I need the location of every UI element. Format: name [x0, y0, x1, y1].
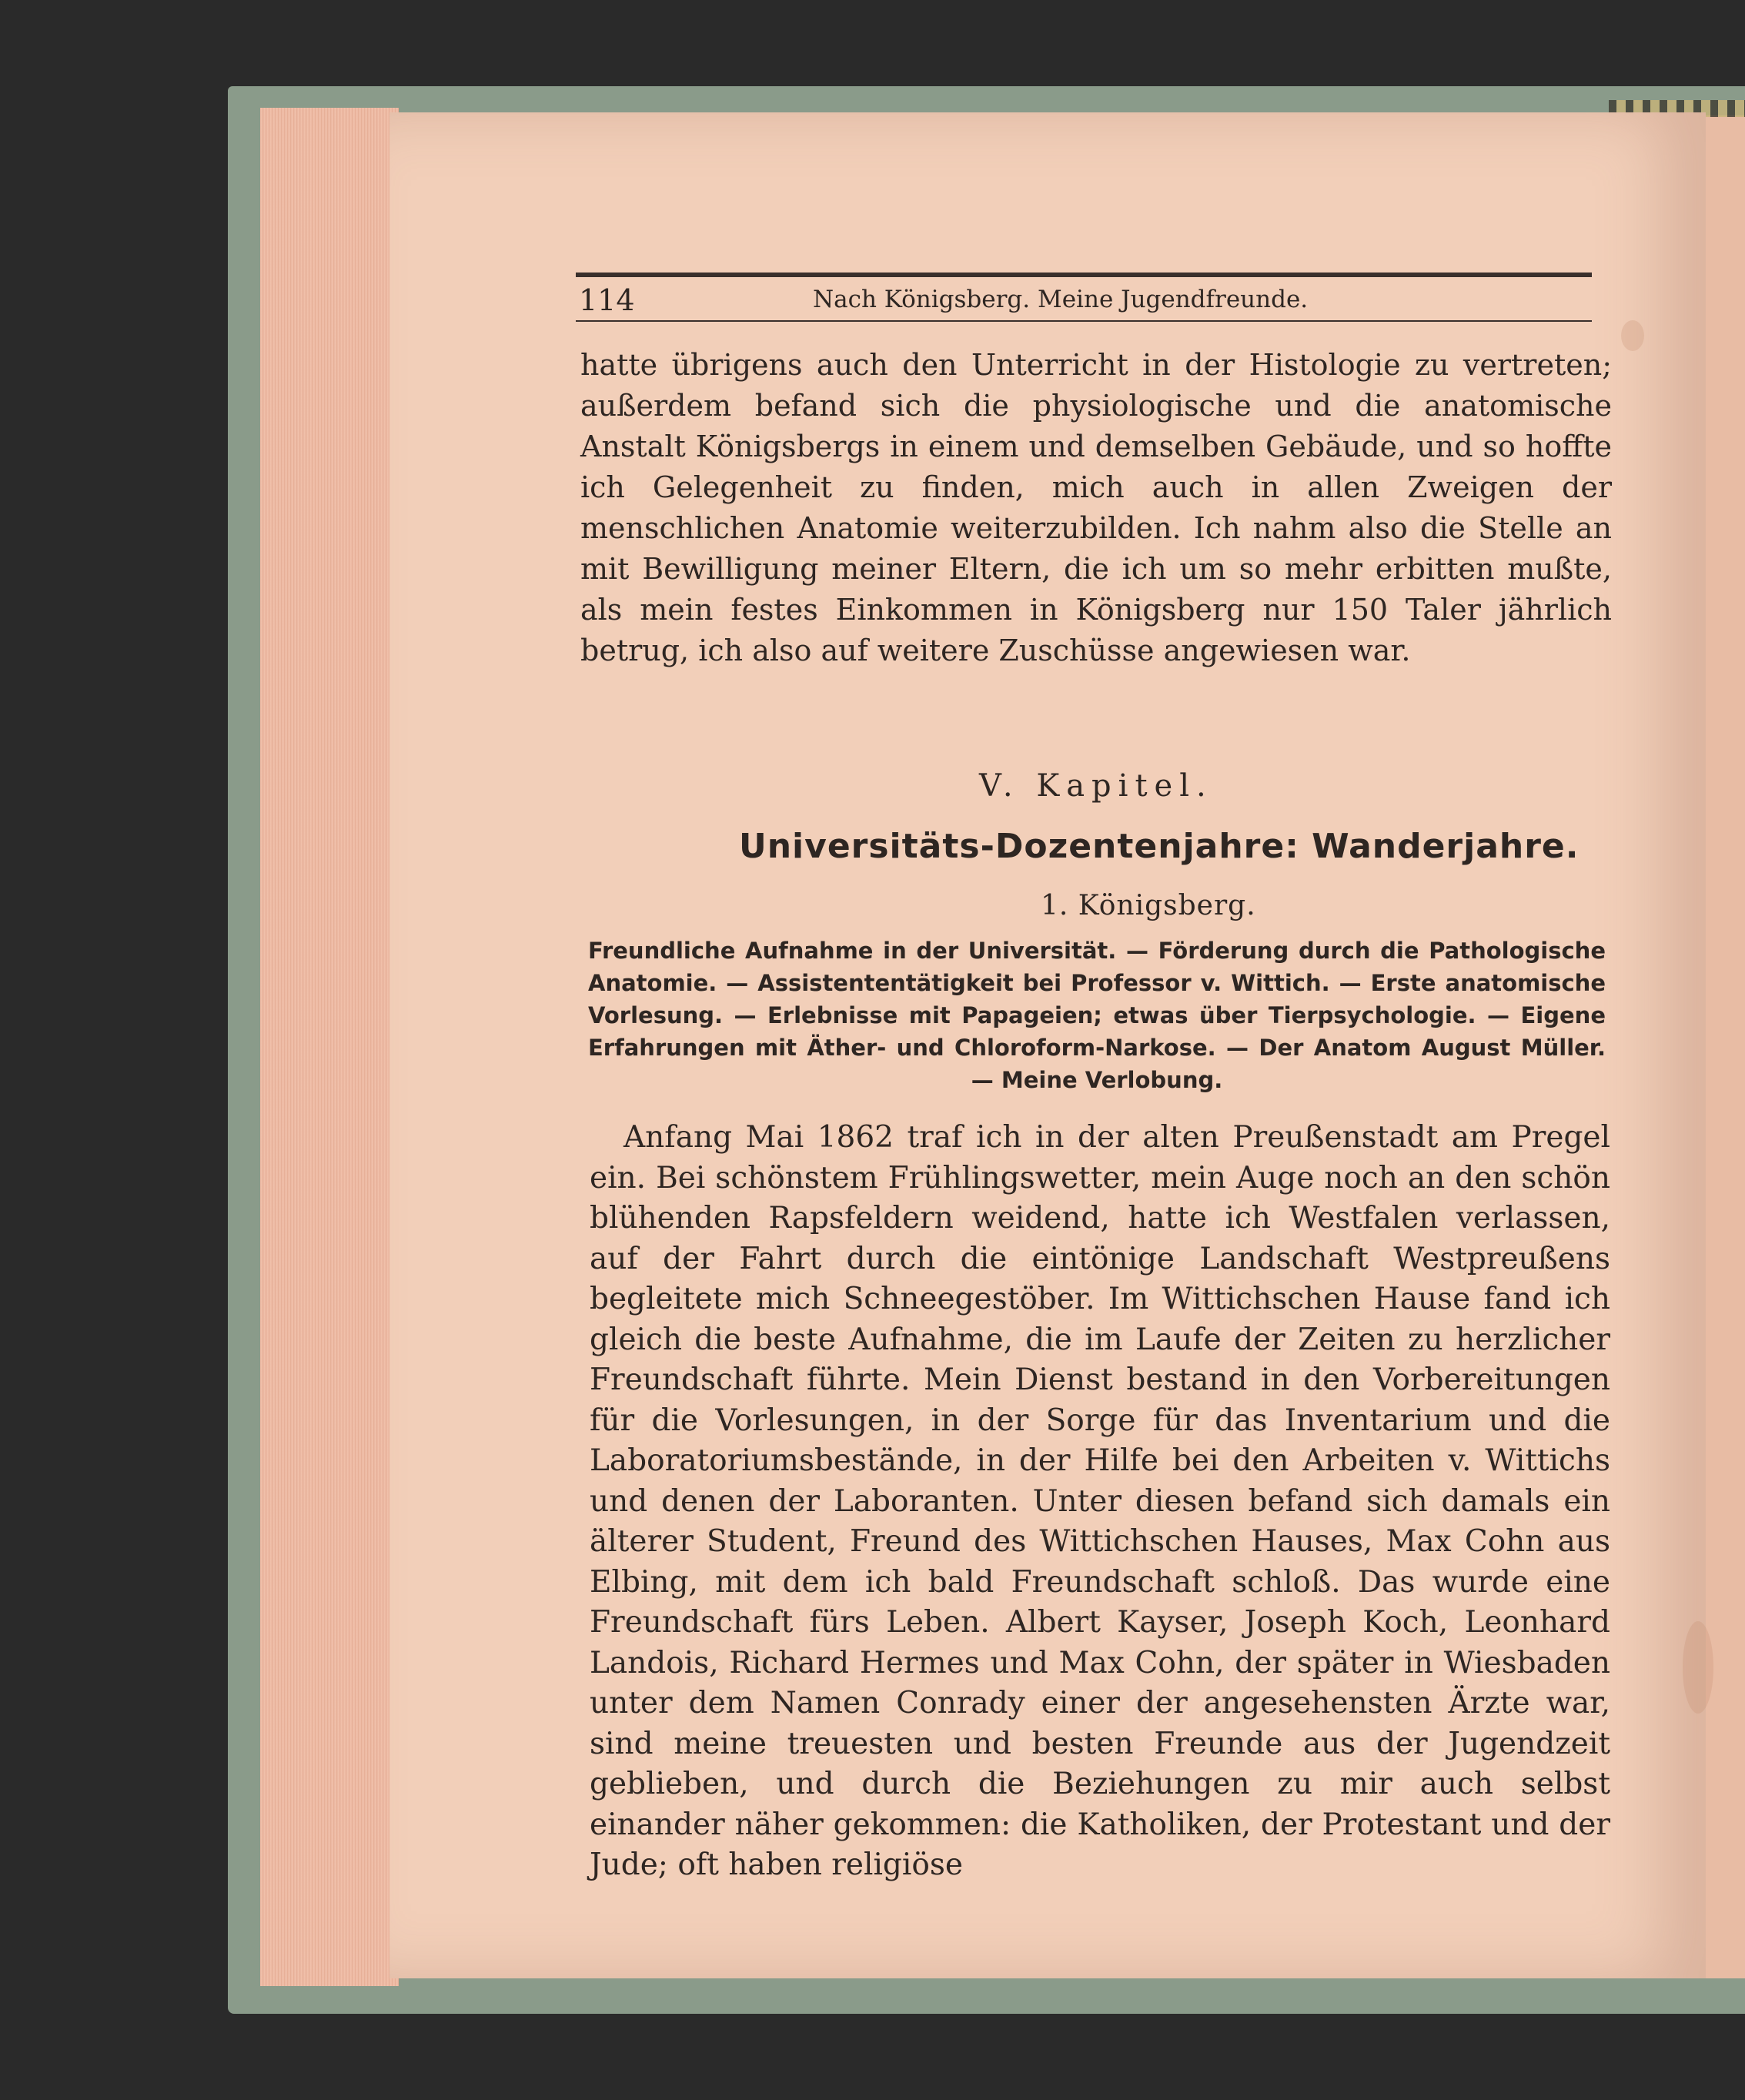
paper-stain: [1621, 320, 1644, 351]
running-head: Nach Königsberg. Meine Jugendfreunde.: [813, 286, 1309, 313]
header-rule-bottom: [576, 320, 1592, 322]
chapter-summary: Freundliche Aufnahme in der Universität. — Förderung durch die Pathologische Anatomie. — Assistententätigkeit bei Professor v. Wittich. — Erste anatomische Vorlesung. — Erlebnisse mit Papageien; etwas über Tierpsychologie. — Eigene Erfahrungen mit Äther- und Chloroform-Narkose. — Der Anatom August Müller. — Meine Verlobung.: [588, 938, 1606, 1093]
page-block-edge: [260, 108, 399, 1986]
section-heading: 1. Königsberg.: [1041, 890, 1256, 921]
paragraph-main: Anfang Mai 1862 traf ich in der alten Preußenstadt am Pregel ein. Bei schönstem Frühlingswetter, mein Auge noch an den schön blühenden Rapsfeldern weidend, hatte ich Westfalen verlassen, auf der Fahrt durch die eintönige Landschaft Westpreußens begleitete mich Schneegestöber. Im Wittichschen Hause fand ich gleich die beste Aufnahme, die im Laufe der Zeiten zu herzlicher Freundschaft führte. Mein Dienst bestand in den Vorbereitungen für die Vorlesungen, in der Sorge für das Inventarium und die Laboratoriumsbestände, in der Hilfe bei den Arbeiten v. Wittichs und denen der Laboranten. Unter diesen befand sich damals ein älterer Student, Freund des Wittichschen Hauses, Max Cohn aus Elbing, mit dem ich bald Freundschaft schloß. Das wurde eine Freundschaft fürs Leben. Albert Kayser, Joseph Koch, Leonhard Landois, Richard Hermes und Max Cohn, der später in Wiesbaden unter dem Namen Conrady einer der angesehensten Ärzte war, sind meine treuesten und besten Freunde aus der Jugendzeit geblieben, und durch die Beziehungen zu mir auch selbst einander näher gekommen: die Katholiken, der Protestant und der Jude; oft haben religiöse: [590, 1120, 1610, 1882]
chapter-title: Universitäts-Dozentenjahre: Wanderjahre.: [739, 827, 1580, 866]
chapter-label: V. Kapitel.: [979, 768, 1213, 804]
header-rule-top: [576, 273, 1592, 277]
paragraph-top: hatte übrigens auch den Unterricht in der Histologie zu vertreten; außerdem befand sich die physiologische und die anatomische Anstalt Königsbergs in einem und demselben Gebäude, und so hoffte ich Gelegenheit zu finden, mich auch in allen Zweigen der menschlichen Anatomie weiterzubilden. Ich nahm also die Stelle an mit Bewilligung meiner Eltern, die ich um so mehr erbitten mußte, als mein festes Einkommen in Königsberg nur 150 Taler jährlich betrug, ich also auf weitere Zuschüsse angewiesen war.: [580, 348, 1612, 667]
page-number: 114: [579, 283, 635, 317]
paper-stain: [1683, 1621, 1713, 1714]
